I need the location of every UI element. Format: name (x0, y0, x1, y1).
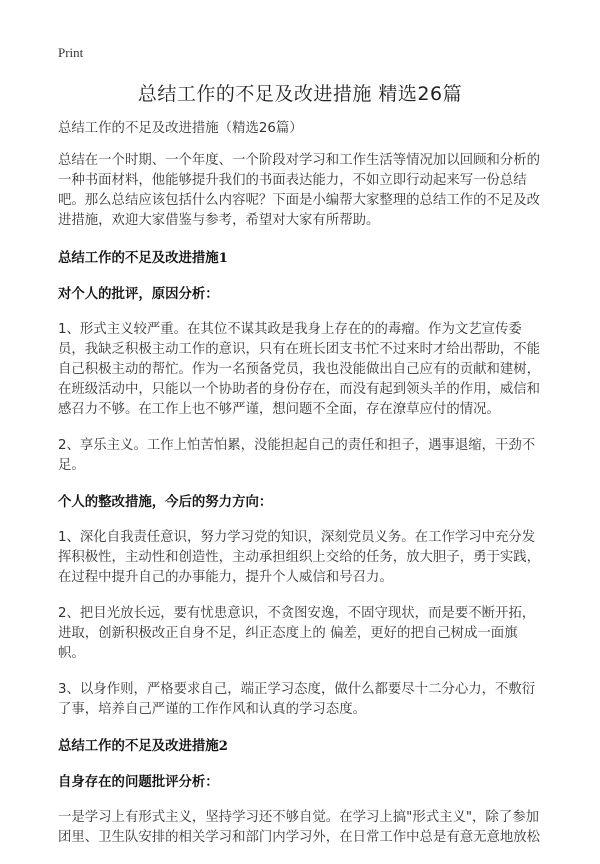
document-body (58, 119, 544, 864)
section-1-subheading-measures: 个人的整改措施，今后的努力方向： (58, 494, 273, 510)
section-2-paragraph-1: 一是学习上有形式主义，坚持学习还不够自觉。在学习上搞"形式主义"，除了参加团里、卫生队安排的相关学习和部门内学习外，在日常工作中总是有意无意地放松 (58, 810, 541, 845)
section-1-subheading-criticism: 对个人的批评，原因分析： (58, 286, 219, 302)
section-2-subheading: 自身存在的问题批评分析： (58, 774, 219, 790)
section-1-paragraph-3: 1、深化自我责任意识，努力学习党的知识，深刻党员义务。在工作学习中充分发挥积极性，主动性和创造性，主动承担组织上交给的任务，放大胆子，勇于实践，在过程中提升自己的办事能力，提升个人威信和号召力。 (58, 530, 541, 585)
section-1-paragraph-5: 3、以身作则，严格要求自己，端正学习态度，做什么都要尽十二分心力，不敷衍了事，培养自己严谨的工作作风和认真的学习态度。 (58, 682, 536, 717)
section-1-paragraph-4: 2、把目光放长远，要有忧患意识，不贪图安逸，不固守现状，而是要不断开拓，进取，创新积极改正自身不足，纠正态度上的 偏差，更好的把自己树成一面旗帜。 (58, 606, 536, 661)
section-1-paragraph-1: 1、形式主义较严重。在其位不谋其政是我身上存在的的毒瘤。作为文艺宣传委员，我缺乏积极主动工作的意识，只有在班长团支书忙不过来时才给出帮助，不能自己积极主动的帮忙。作为一名预备党员，我也没能做出自己应有的贡献和建树，在班级活动中，只能以一个协助者的身份存在，而没有起到领头羊的作用，威信和感召力不够。在工作上也不够严谨，想问题不全面，存在潦草应付的情况。 (58, 322, 541, 417)
print-link[interactable]: Print (58, 45, 84, 60)
document-subtitle: 总结工作的不足及改进措施（精选26篇） (58, 121, 303, 136)
section-1-heading: 总结工作的不足及改进措施1 (58, 250, 229, 266)
page-title: 总结工作的不足及改进措施 精选26篇 (137, 83, 463, 105)
intro-paragraph: 总结在一个时期、一个年度、一个阶段对学习和工作生活等情况加以回顾和分析的一种书面材料，他能够提升我们的书面表达能力，不如立即行动起来写一份总结吧。那么总结应该包括什么内容呢？下面是小编帮大家整理的总结工作的不足及改进措施，欢迎大家借鉴与参考，希望对大家有所帮助。 (58, 153, 541, 228)
section-2-heading: 总结工作的不足及改进措施2 (58, 738, 229, 754)
section-1-paragraph-2: 2、享乐主义。工作上怕苦怕累，没能担起自己的责任和担子，遇事退缩，干劲不足。 (58, 438, 536, 473)
